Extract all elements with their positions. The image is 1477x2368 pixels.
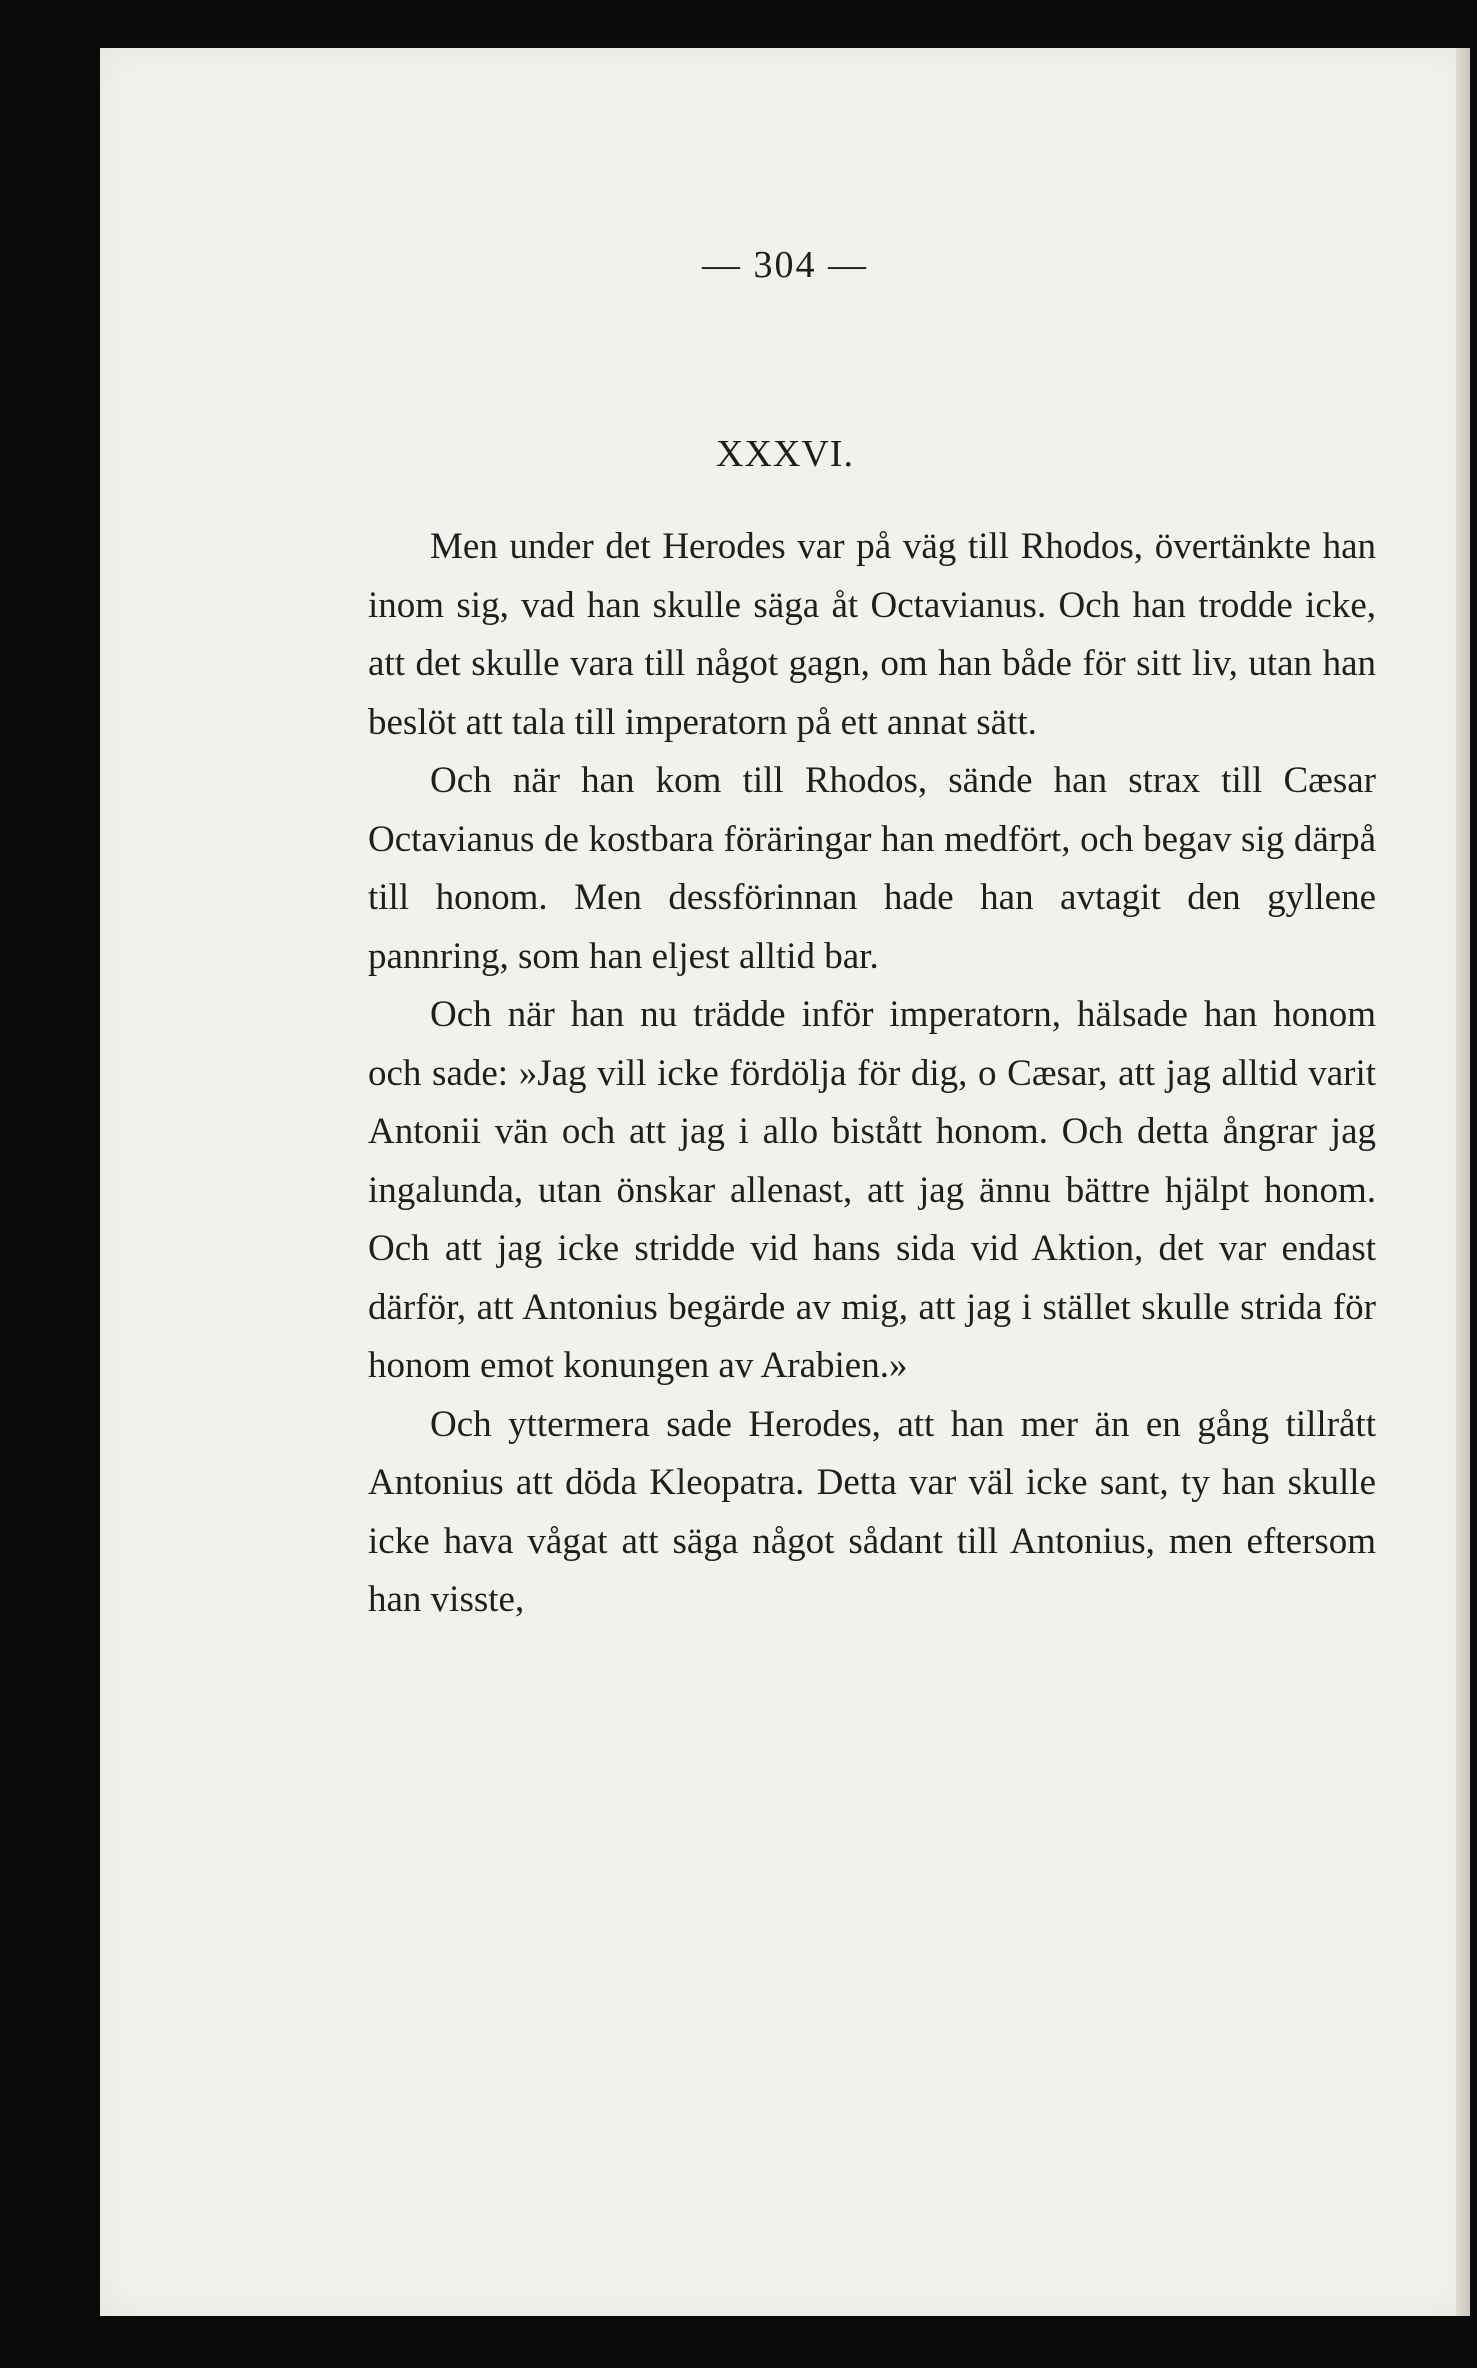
body-text bbox=[368, 518, 1376, 1630]
paragraph-3: Och när han nu trädde inför imperatorn, hälsade han honom och sade: »Jag vill icke fördölja för dig, o Cæsar, att jag alltid varit Antonii vän och att jag i allo bistått honom. Och detta ångrar jag ingalunda, utan önskar allenast, att jag ännu bättre hjälpt honom. Och att jag icke stridde vid hans sida vid Aktion, det var endast därför, att Antonius begärde av mig, att jag i stället skulle strida för honom emot konungen av Arabien.» bbox=[368, 994, 1376, 1386]
book-page bbox=[100, 48, 1470, 2316]
paragraph-4: Och yttermera sade Herodes, att han mer än en gång tillrått Antonius att döda Kleopatra. Detta var väl icke sant, ty han skulle icke hava vågat att säga något sådant till Antonius, men eftersom han visste, bbox=[368, 1403, 1376, 1620]
page-number: — 304 — bbox=[702, 244, 868, 286]
paragraph-1: Men under det Herodes var på väg till Rhodos, övertänkte han inom sig, vad han skulle säga åt Octavianus. Och han trodde icke, att det skulle vara till något gagn, om han både för sitt liv, utan han beslöt att tala till imperatorn på ett annat sätt. bbox=[368, 526, 1376, 743]
paragraph-2: Och när han kom till Rhodos, sände han strax till Cæsar Octavianus de kostbara föräringar han medfört, och begav sig därpå till honom. Men dessförinnan hade han avtagit den gyllene pannring, som han eljest alltid bar. bbox=[368, 760, 1376, 977]
chapter-heading: XXXVI. bbox=[716, 433, 854, 475]
